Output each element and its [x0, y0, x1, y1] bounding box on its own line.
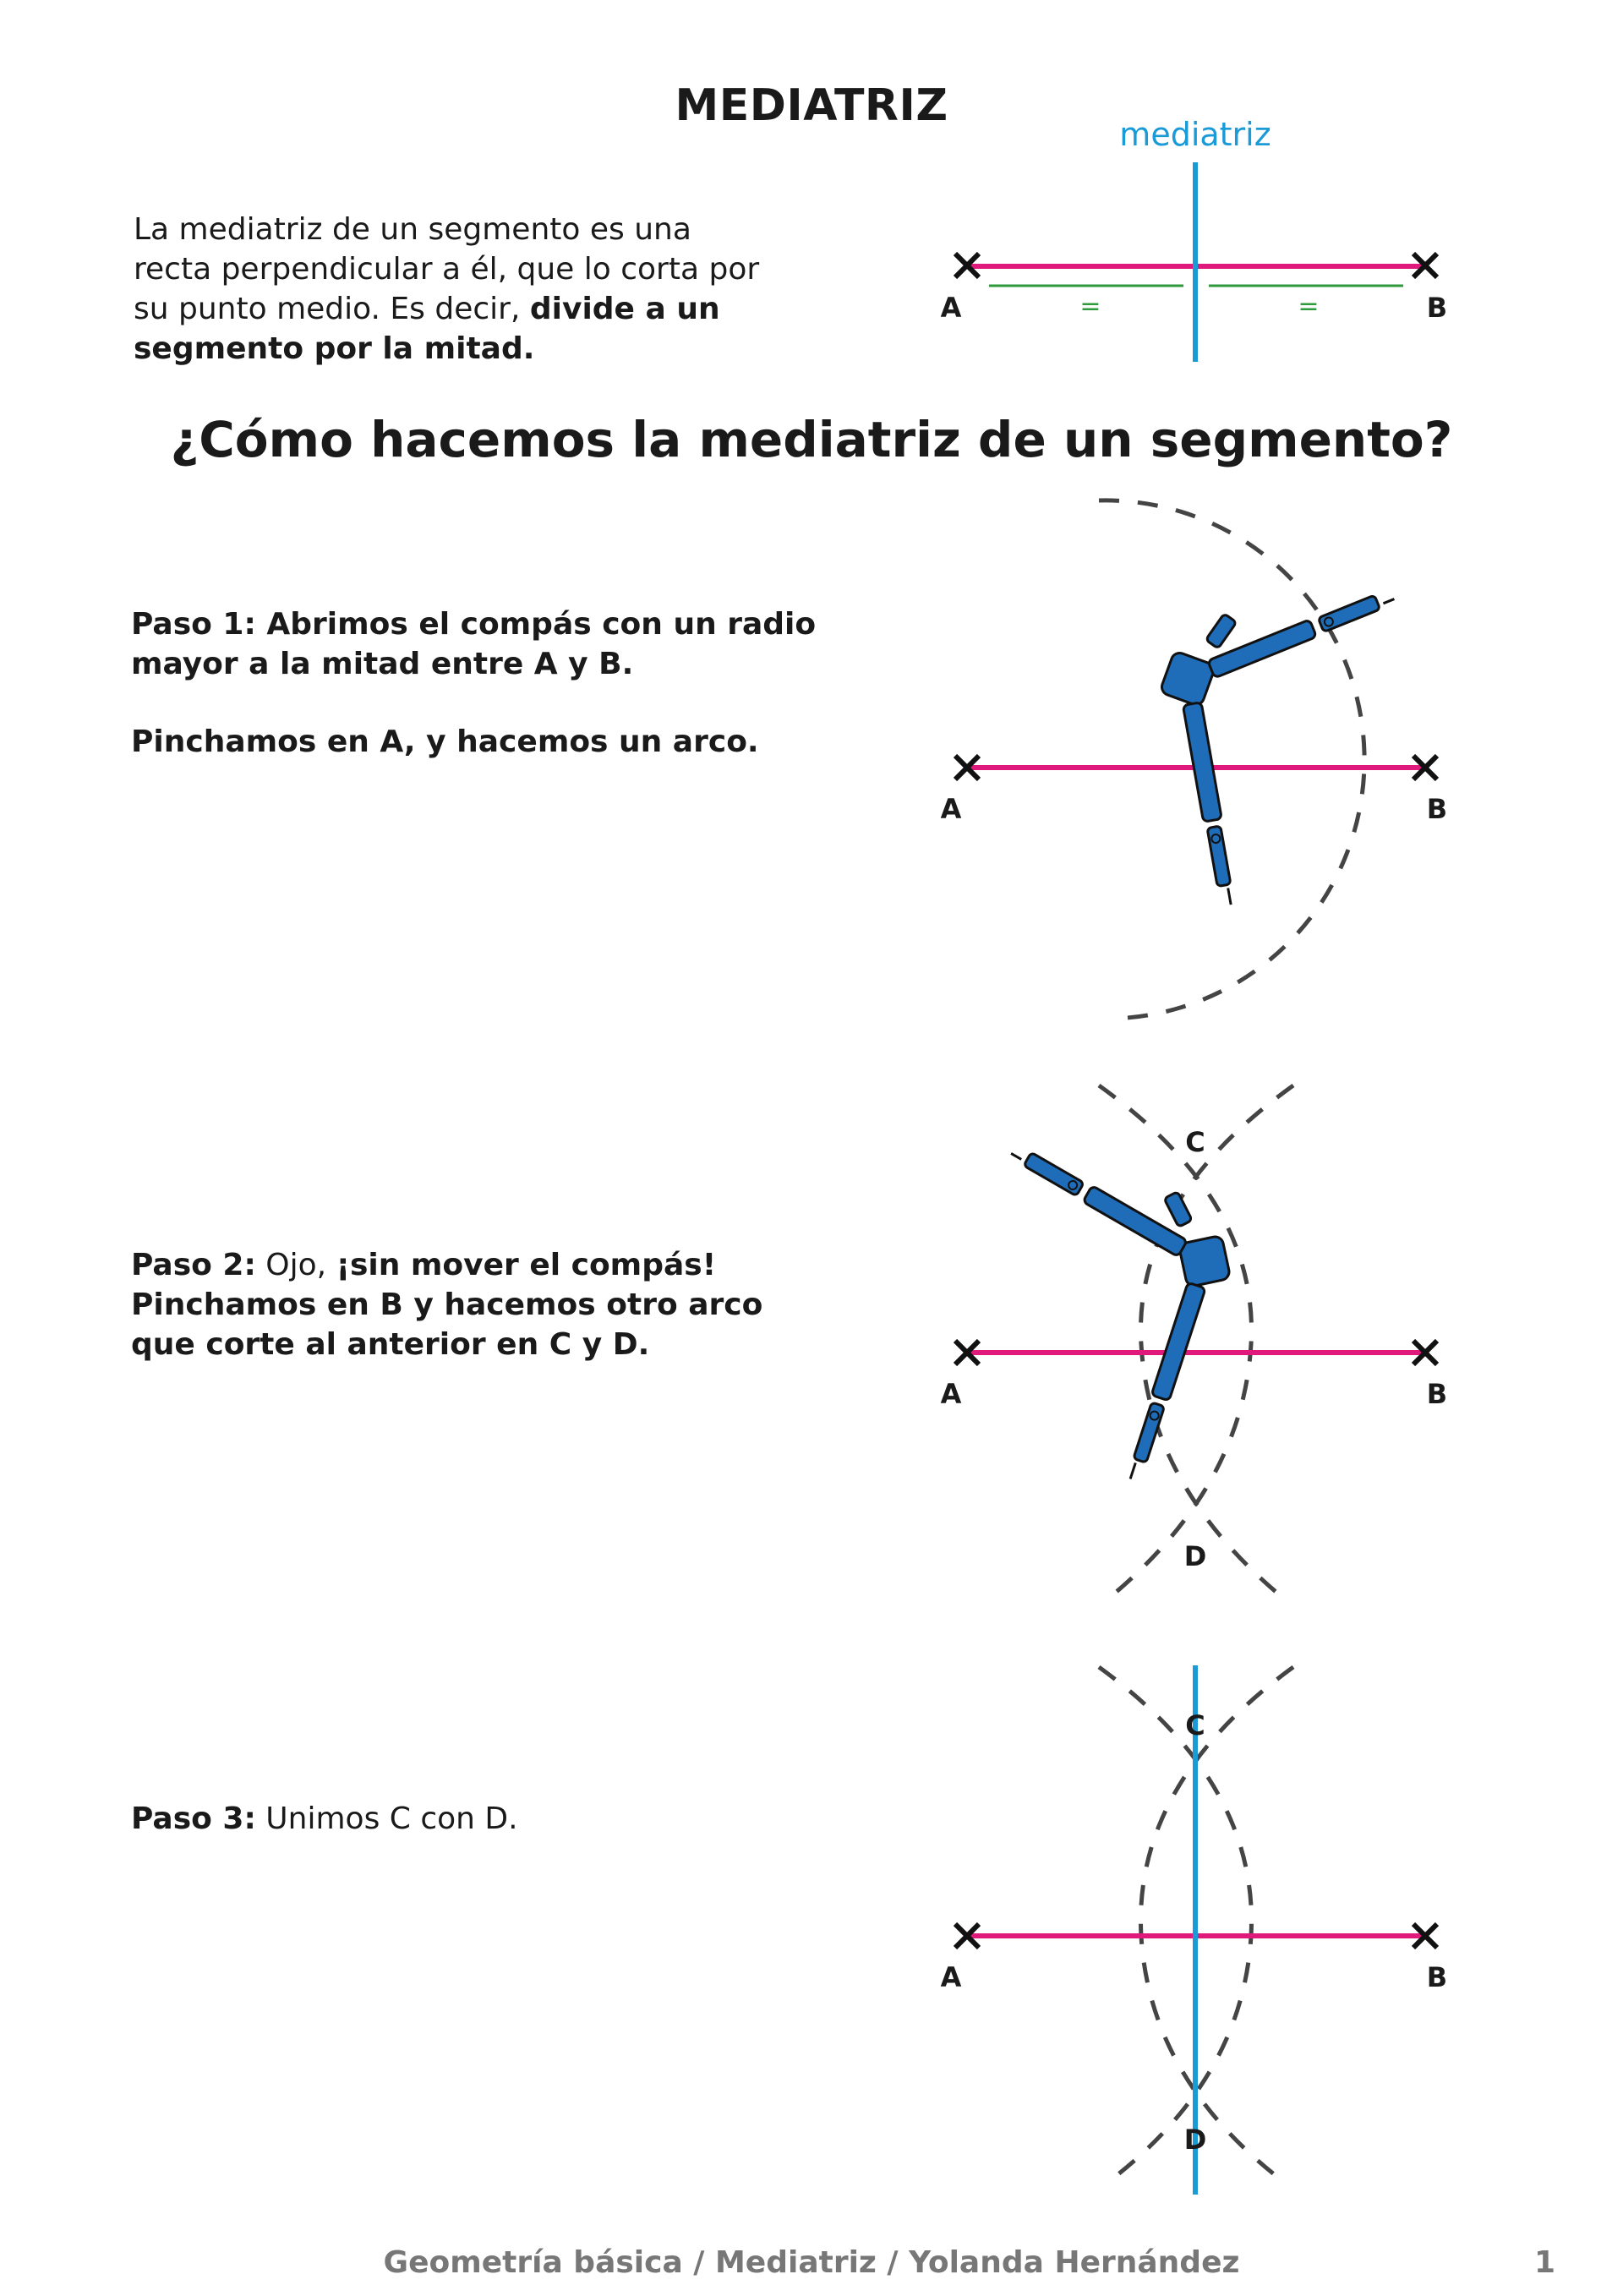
equal-sign-right: =	[1298, 292, 1320, 321]
step-2-label: Paso 2:	[131, 1248, 256, 1282]
arc-from-a	[1099, 500, 1364, 1019]
step-1-figure	[941, 500, 1448, 1019]
label-c: C	[1185, 1709, 1205, 1741]
step-2-text: Ojo,	[255, 1248, 336, 1282]
label-a: A	[940, 1378, 962, 1410]
label-a: A	[940, 292, 962, 324]
footer: Geometría básica / Mediatriz / Yolanda Hernández	[383, 2245, 1240, 2280]
arc-from-b	[1141, 1667, 1294, 2183]
label-c: C	[1185, 1126, 1205, 1158]
label-b: B	[1426, 793, 1448, 825]
label-b: B	[1426, 1378, 1448, 1410]
step-3-label: Paso 3:	[131, 1801, 256, 1836]
label-b: B	[1426, 292, 1448, 324]
compass-icon	[1160, 588, 1396, 907]
label-d: D	[1183, 1540, 1207, 1572]
step-3-text: Unimos C con D.	[255, 1801, 518, 1836]
section-heading: ¿Cómo hacemos la mediatriz de un segmento?	[170, 411, 1453, 468]
label-b: B	[1426, 1961, 1448, 1993]
intro-bold: divide a un segmento por la mitad.	[134, 292, 720, 366]
step-2-figure	[941, 1085, 1448, 1599]
intro-figure	[941, 116, 1448, 362]
label-a: A	[940, 793, 962, 825]
intro-text: La mediatriz de un segmento es una recta perpendicular a él, que lo corta por su punto medio. Es decir,	[134, 212, 760, 326]
mediatriz-label: mediatriz	[1119, 116, 1271, 153]
label-d: D	[1183, 2124, 1207, 2156]
equal-sign-left: =	[1079, 292, 1101, 321]
step-1-line-2: Pinchamos en A, y hacemos un arco.	[131, 724, 759, 759]
page-title: MEDIATRIZ	[675, 80, 948, 131]
label-a: A	[940, 1961, 962, 1993]
step-3-figure	[941, 1665, 1448, 2195]
step-2-bold: ¡sin mover el compás! Pinchamos en B y hacemos otro arco que corte al anterior en C y D.	[131, 1248, 763, 1362]
compass-icon	[966, 1141, 1245, 1490]
step-1-line-1: Paso 1: Abrimos el compás con un radio mayor a la mitad entre A y B.	[131, 607, 817, 681]
page-number: 1	[1534, 2245, 1556, 2280]
arc-from-a	[1099, 1667, 1252, 2183]
arc-from-b	[1141, 1085, 1294, 1599]
